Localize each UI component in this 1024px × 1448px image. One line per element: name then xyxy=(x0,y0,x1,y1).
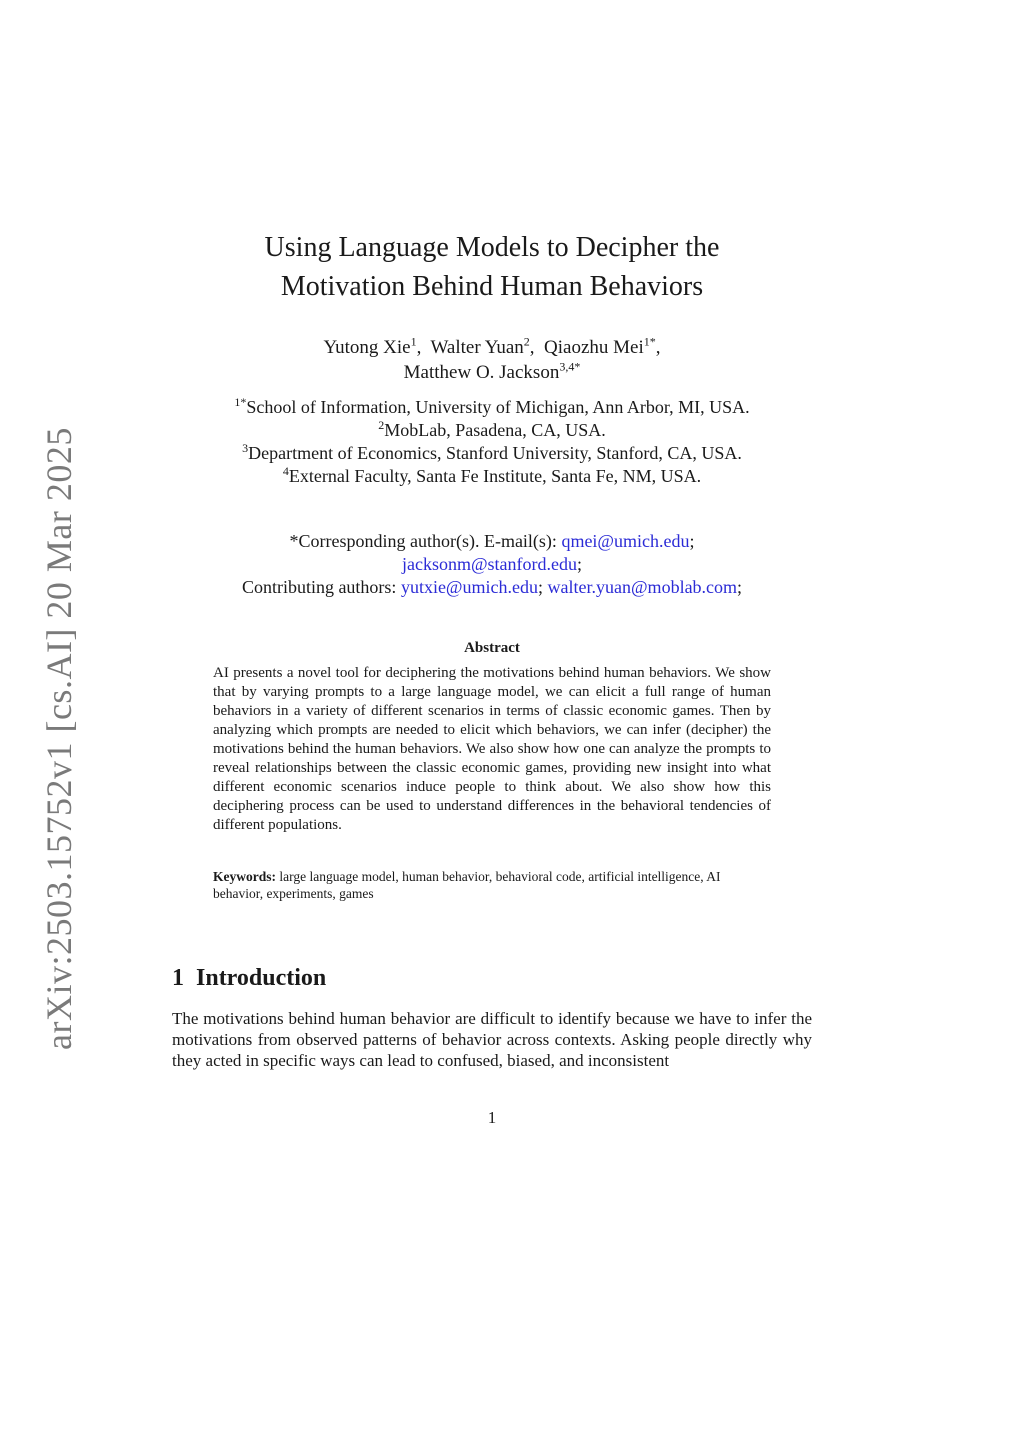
affiliation: $^4$External Faculty, Santa Fe Institute, Santa Fe, NM, USA. xyxy=(282,464,702,486)
corresponding-label: *Corresponding author(s). E-mail(s): xyxy=(289,531,557,551)
arxiv-identifier: arXiv:2503.15752v1 [cs.AI] 20 Mar 2025 xyxy=(39,427,79,1050)
author-sup: 1 xyxy=(410,334,417,349)
section-body: The motivations behind human behavior are difficult to identify because we have to infer the motivations from observed patterns of behavior across contexts. Asking people directly why they acted in specific ways can lead to confused, biased, and inconsistent xyxy=(172,1009,812,1070)
author-list: Yutong Xie$^1$, Walter Yuan$^2$, Qiaozhu Mei$^{1*}$, Matthew O. Jackson$^{3,4*}$ xyxy=(323,334,661,383)
section-number: 1 xyxy=(172,965,184,991)
affiliation: $^3$Department of Economics, Stanford University, Stanford, CA, USA. xyxy=(242,441,742,463)
section-heading xyxy=(172,965,326,992)
author-sup: 1* xyxy=(643,334,656,349)
author-name: Yutong Xie xyxy=(323,337,411,358)
author-name: Walter Yuan xyxy=(430,337,524,358)
author-sup: 2 xyxy=(523,334,530,349)
page-number: 1 xyxy=(487,1108,497,1127)
paper-title xyxy=(172,228,812,306)
affiliation: $^{1*}$School of Information, University of Michigan, Ann Arbor, MI, USA. xyxy=(234,395,750,417)
author-name: Matthew O. Jackson xyxy=(403,362,560,383)
keywords-label: Keywords: xyxy=(213,869,276,884)
email-link[interactable]: jacksonm@stanford.edu xyxy=(401,554,578,574)
section-title: Introduction xyxy=(196,965,327,991)
affiliation: $^2$MobLab, Pasadena, CA, USA. xyxy=(378,418,606,440)
title-line-1: Using Language Models to Decipher the xyxy=(264,232,720,263)
title-line-2: Motivation Behind Human Behaviors xyxy=(280,271,704,302)
email-link[interactable]: walter.yuan@moblab.com xyxy=(547,577,738,597)
author-name: Qiaozhu Mei xyxy=(544,337,644,358)
keywords-text: large language model, human behavior, behavioral code, artificial intelligence, AI behavior, experiments, games xyxy=(213,869,721,901)
abstract-body: AI presents a novel tool for deciphering the motivations behind human behaviors. We show that by varying prompts to a large language model, we can elicit a full range of human behaviors in a variety of different scenarios in terms of classic economic games. Then by analyzing which prompts are needed to elicit which behaviors, we can infer (decipher) the motivations behind the human behaviors. We also show how one can analyze the prompts to reveal relationships between the classic economic games, providing new insight into what different economic scenarios induce people to think about. We also show how this deciphering process can be used to understand differences in the behavioral tendencies of different populations. xyxy=(213,665,771,833)
keywords xyxy=(213,868,771,902)
email-link[interactable]: yutxie@umich.edu xyxy=(400,577,538,597)
correspondence: *Corresponding author(s). E-mail(s): qmei@umich.edu; jacksonm@stanford.edu; Contributing authors: yutxie@umich.edu; walter.yuan@moblab.com; xyxy=(241,531,743,597)
contributing-label: Contributing authors: xyxy=(241,577,397,597)
author-sup: 3,4* xyxy=(559,359,581,374)
affiliations xyxy=(172,396,812,488)
abstract-heading: Abstract xyxy=(464,640,520,656)
email-link[interactable]: qmei@umich.edu xyxy=(561,531,690,551)
